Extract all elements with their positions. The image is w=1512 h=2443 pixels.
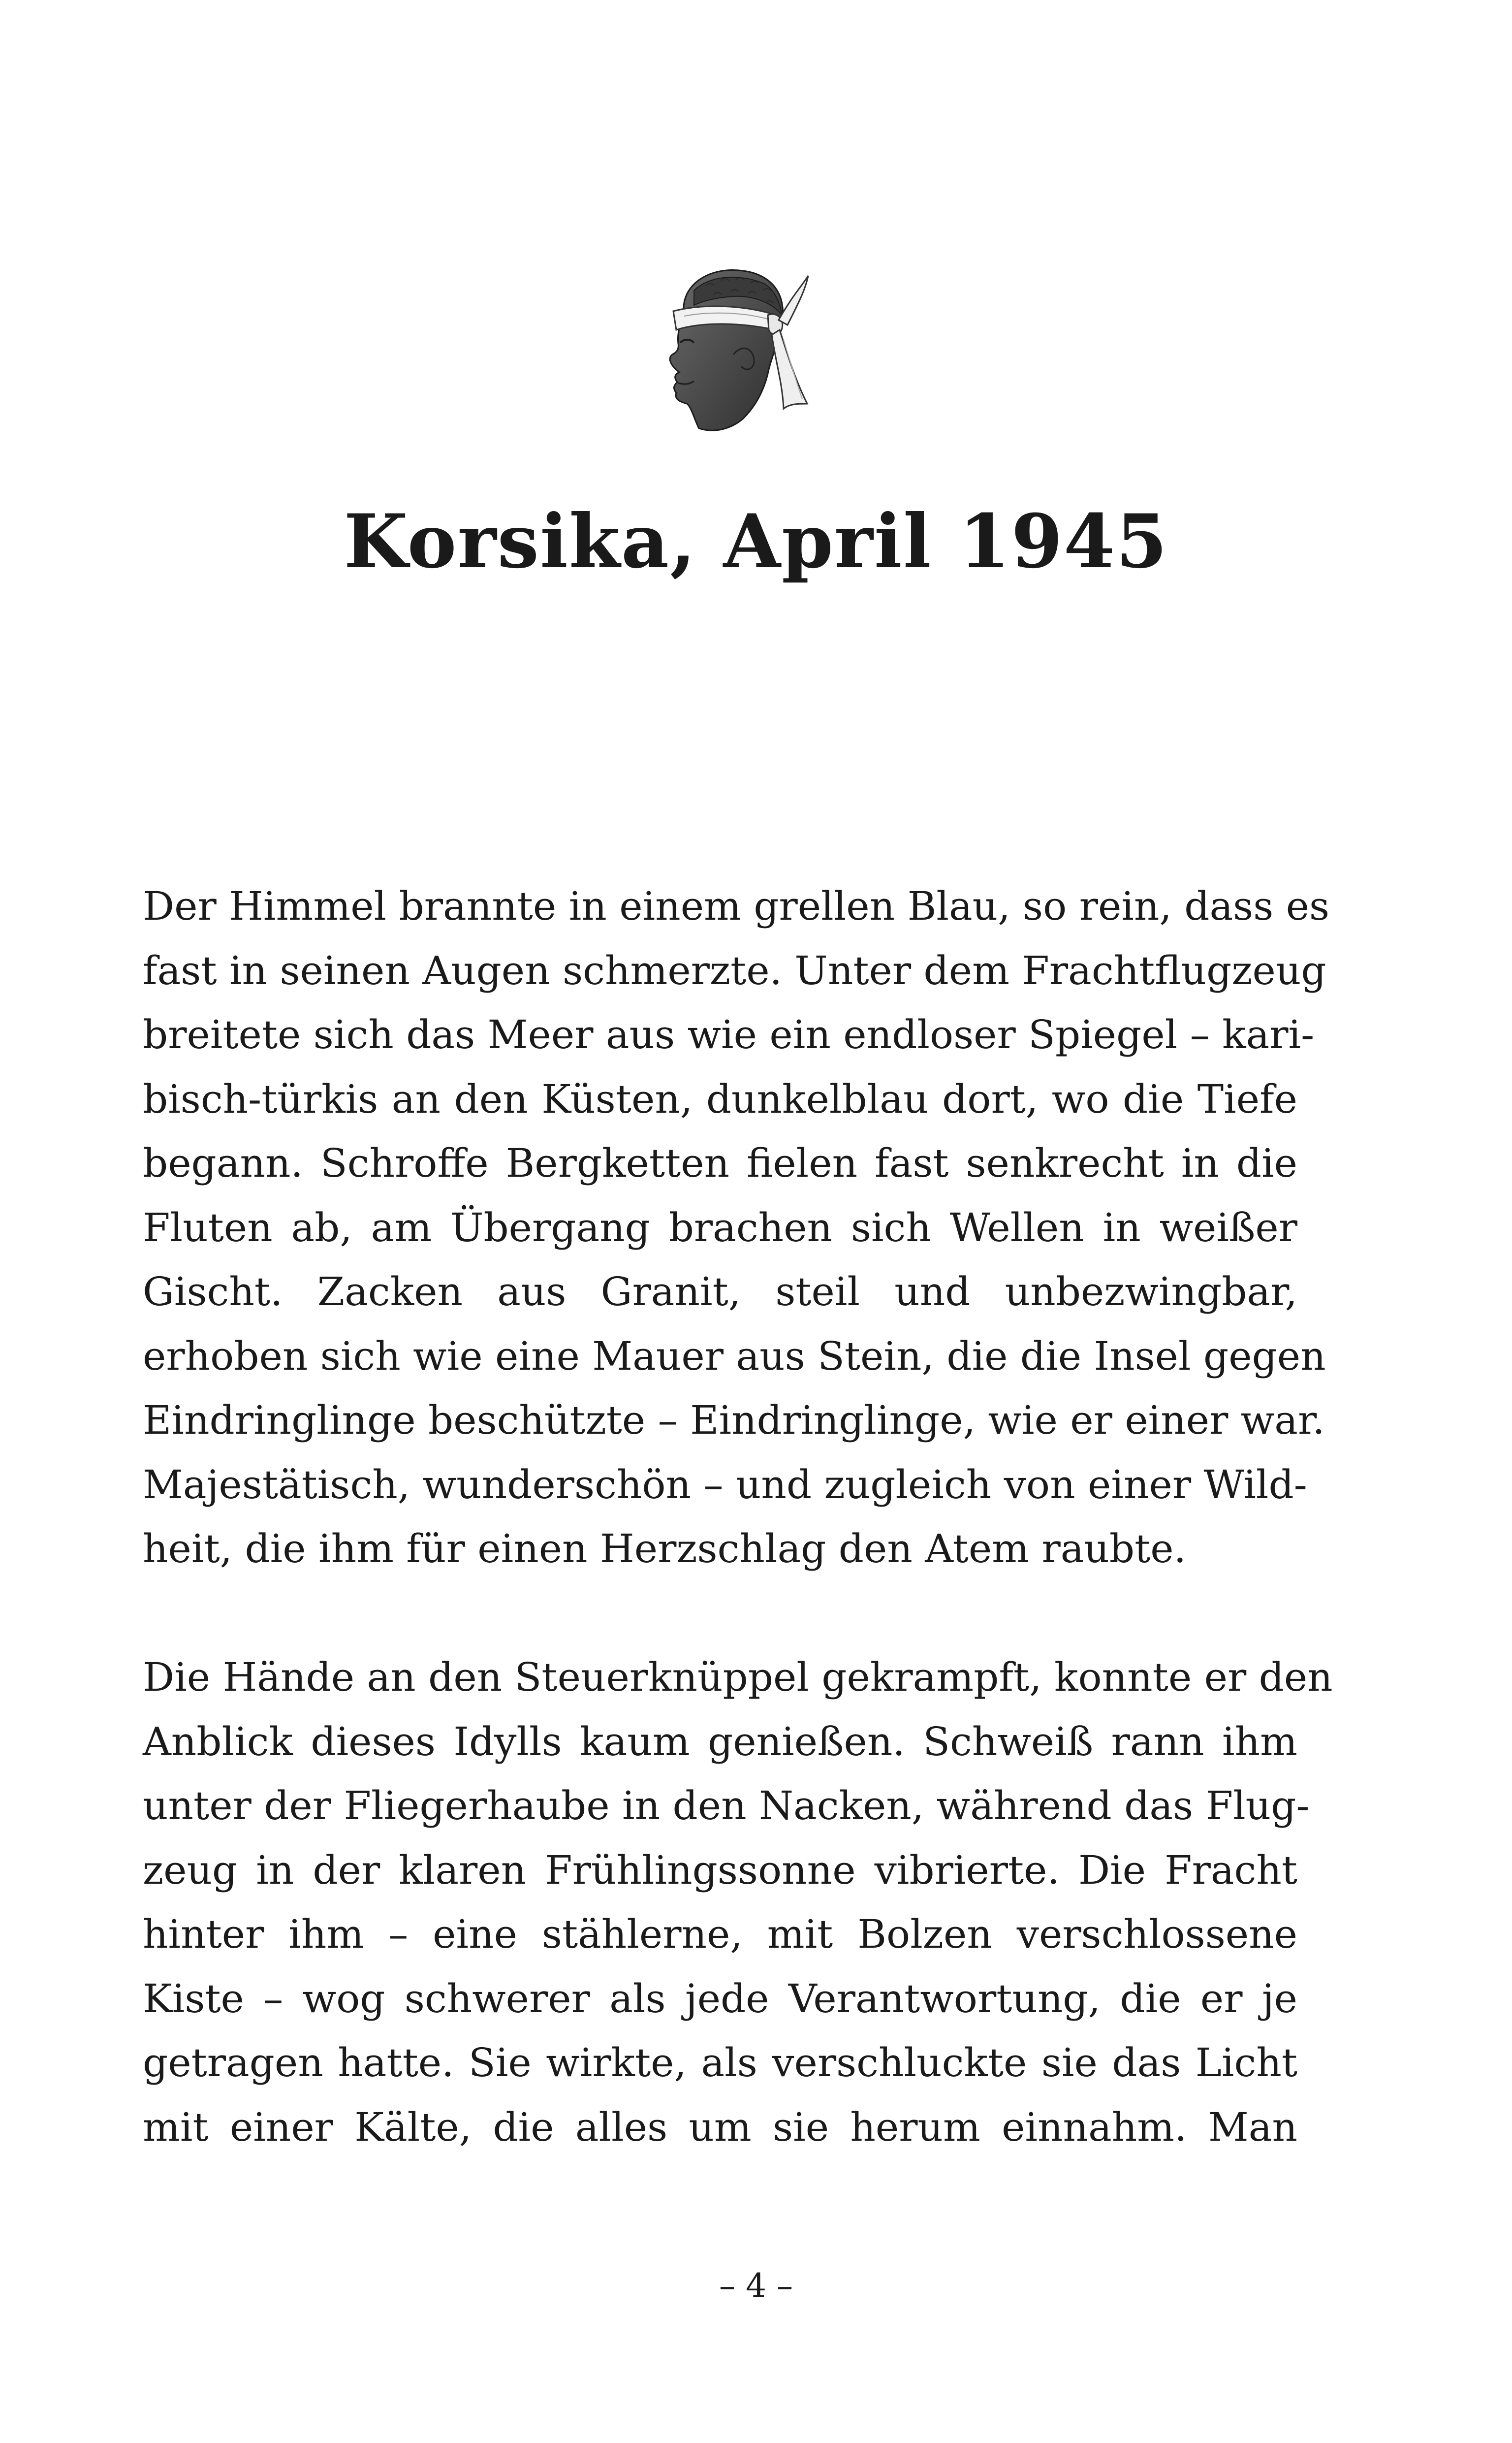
text-line: unter der Fliegerhaube in den Nacken, während das Flug- [143,1783,1310,1829]
page-number: – 4 – [719,2267,793,2305]
text-line: zeug in der klaren Frühlingssonne vibrierte. Die Fracht [143,1847,1297,1893]
text-line: Der Himmel brannte in einem grellen Blau, so rein, dass es [143,883,1330,929]
text-line: hinter ihm – eine stählerne, mit Bolzen verschlossene [143,1911,1297,1957]
text-line: heit, die ihm für einen Herzschlag den Atem raubte. [143,1526,1187,1572]
text-line: breitete sich das Meer aus wie ein endloser Spiegel – kari- [143,1012,1315,1058]
text-line: fast in seinen Augen schmerzte. Unter dem Frachtflugzeug [143,947,1326,994]
paragraph-2 [143,1645,1333,2159]
chapter-title: Korsika, April 1945 [344,498,1168,585]
text-line: Kiste – wog schwerer als jede Verantwortung, die er je [143,1975,1297,2022]
text-line: erhoben sich wie eine Mauer aus Stein, die die Insel gegen [143,1333,1326,1379]
text-line: getragen hatte. Sie wirkte, als verschluckte sie das Licht [143,2040,1297,2086]
text-line: Fluten ab, am Übergang brachen sich Wellen in weißer [143,1204,1297,1251]
text-line: bisch-türkis an den Küsten, dunkelblau dort, wo die Tiefe [143,1076,1297,1122]
text-line: Majestätisch, wunderschön – und zugleich von einer Wild- [143,1461,1307,1508]
text-line: Die Hände an den Steuerknüppel gekrampft, konnte er den [143,1654,1333,1700]
text-line: begann. Schroffe Bergketten fielen fast senkrecht in die [143,1140,1297,1186]
moor-head-emblem-icon [625,256,812,443]
paragraph-1 [143,874,1330,1581]
text-line: mit einer Kälte, die alles um sie herum einnahm. Man [143,2104,1297,2150]
text-line: Eindringlinge beschützte – Eindringlinge, wie er einer war. [143,1397,1325,1443]
text-line: Anblick dieses Idylls kaum genießen. Schweiß rann ihm [143,1718,1297,1765]
text-line: Gischt. Zacken aus Granit, steil und unbezwingbar, [143,1269,1297,1315]
